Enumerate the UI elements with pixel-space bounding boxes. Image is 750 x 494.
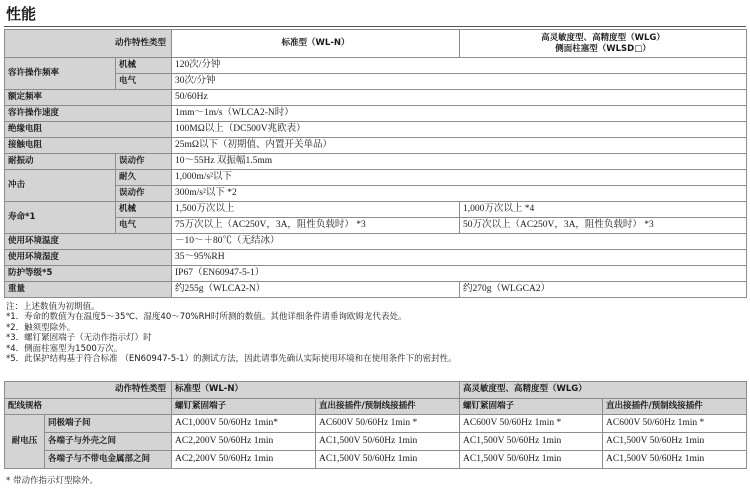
voltage-value: AC600V 50/60Hz 1min *	[316, 415, 460, 433]
spec-value: 100MΩ以上（DC500V兆欧表）	[172, 122, 747, 138]
spec-row	[5, 186, 747, 202]
spec-row	[5, 218, 747, 234]
spec-value: 10～55Hz 双振幅1.5mm	[172, 154, 747, 170]
voltage-value: AC600V 50/60Hz 1min *	[603, 415, 747, 433]
spec-label: 绝缘电阻	[5, 122, 172, 138]
note-line: 注：上述数值为初期值。	[6, 302, 100, 312]
voltage-value: AC1,500V 50/60Hz 1min	[460, 433, 603, 451]
spec-row	[5, 282, 747, 298]
voltage-standard-header: 标准型（WL-N）	[172, 382, 460, 399]
voltage-subheader-row	[5, 399, 747, 415]
voltage-row	[5, 415, 747, 433]
voltage-row	[5, 433, 747, 451]
voltage-high-header: 高灵敏度型、高精度型（WLG）	[460, 382, 747, 399]
spec-sublabel: 误动作	[116, 154, 172, 170]
spec-row	[5, 266, 747, 282]
spec-label: 重量	[5, 282, 172, 298]
spec-label: 额定频率	[5, 90, 172, 106]
voltage-value: AC1,500V 50/60Hz 1min	[603, 433, 747, 451]
direct-wiring-header: 直出接插件/预制线接插件	[316, 399, 460, 415]
voltage-feature-type-header: 动作特性类型	[5, 382, 172, 399]
feature-type-header: 动作特性类型	[5, 30, 172, 58]
spec-value-high: 1,000万次以上 *4	[460, 202, 747, 218]
spec-label: 接触电阻	[5, 138, 172, 154]
spec-value: 1mm～1m/s（WLCA2-N时）	[172, 106, 747, 122]
spec-value-standard: 1,500万次以上	[172, 202, 460, 218]
spec-label: 寿命*1	[5, 202, 116, 234]
standard-type-header: 标准型（WL-N）	[172, 30, 460, 58]
spec-label: 容许操作速度	[5, 106, 172, 122]
title-divider	[4, 26, 746, 27]
high-type-header-line2: 侧面柱塞型（WLSD□）	[555, 43, 651, 54]
voltage-row-label: 各端子与外壳之间	[45, 433, 172, 451]
note-line: *1．寿命的数值为在温度5～35℃、湿度40～70%RH时所测的数值。其他详细条件请垂询欧姆龙代表处。	[6, 312, 407, 323]
performance-spec-table	[4, 29, 747, 298]
note-line: *3．螺钉紧固端子（无动作指示灯）时	[6, 333, 152, 344]
spec-value: 50/60Hz	[172, 90, 747, 106]
spec-value: IP67（EN60947-5-1）	[172, 266, 747, 282]
spec-value: 30次/分钟	[172, 74, 747, 90]
voltage-value: AC1,500V 50/60Hz 1min	[316, 433, 460, 451]
voltage-value: AC1,500V 50/60Hz 1min	[460, 451, 603, 469]
voltage-value: AC1,500V 50/60Hz 1min	[316, 451, 460, 469]
voltage-value: AC1,000V 50/60Hz 1min*	[172, 415, 316, 433]
spec-row	[5, 74, 747, 90]
spec-row	[5, 122, 747, 138]
note-line: *5．此保护结构基于符合标准 （EN60947-5-1）的测试方法，因此请事先确认实际使用环境和在使用条件下的密封性。	[6, 354, 457, 365]
spec-value: 35～95%RH	[172, 250, 747, 266]
spec-value-standard: 约255g（WLCA2-N）	[172, 282, 460, 298]
direct-wiring-header: 直出接插件/预制线接插件	[603, 399, 747, 415]
spec-header-row	[5, 30, 747, 58]
spec-value: 1,000m/s²以下	[172, 170, 747, 186]
spec-row	[5, 202, 747, 218]
spec-value-standard: 75万次以上（AC250V，3A，阻性负载时） *3	[172, 218, 460, 234]
spec-sublabel: 耐久	[116, 170, 172, 186]
spec-row	[5, 170, 747, 186]
spec-label: 防护等级*5	[5, 266, 172, 282]
spec-value: 25mΩ以下（初期值、内置开关单品）	[172, 138, 747, 154]
spec-row	[5, 250, 747, 266]
spec-sublabel: 误动作	[116, 186, 172, 202]
voltage-value: AC1,500V 50/60Hz 1min	[603, 451, 747, 469]
spec-row	[5, 138, 747, 154]
spec-notes	[6, 302, 457, 364]
wiring-spec-label: 配线规格	[5, 399, 172, 415]
spec-row	[5, 58, 747, 74]
spec-label: 使用环境湿度	[5, 250, 172, 266]
spec-label: 容许操作频率	[5, 58, 116, 90]
spec-row	[5, 106, 747, 122]
voltage-row-label: 同极端子间	[45, 415, 172, 433]
footnote: * 带动作指示灯型除外。	[6, 476, 98, 486]
spec-row	[5, 234, 747, 250]
high-type-header	[460, 30, 747, 58]
voltage-row-label: 各端子与不带电金属部之间	[45, 451, 172, 469]
voltage-header-row	[5, 382, 747, 399]
spec-sublabel: 机械	[116, 58, 172, 74]
spec-value: －10～＋80℃（无结冰）	[172, 234, 747, 250]
withstand-voltage-label: 耐电压	[5, 415, 45, 469]
spec-label: 使用环境温度	[5, 234, 172, 250]
voltage-row	[5, 451, 747, 469]
voltage-value: AC600V 50/60Hz 1min *	[460, 415, 603, 433]
screw-terminal-header: 螺钉紧固端子	[460, 399, 603, 415]
high-type-header-line1: 高灵敏度型、高精度型（WLG）	[541, 32, 665, 43]
spec-row	[5, 90, 747, 106]
note-line: *2．触须型除外。	[6, 322, 76, 333]
spec-row	[5, 154, 747, 170]
spec-sublabel: 机械	[116, 202, 172, 218]
voltage-value: AC2,200V 50/60Hz 1min	[172, 433, 316, 451]
voltage-value: AC2,200V 50/60Hz 1min	[172, 451, 316, 469]
spec-value-high: 约270g（WLGCA2）	[460, 282, 747, 298]
spec-value: 120次/分钟	[172, 58, 747, 74]
spec-label: 冲击	[5, 170, 116, 202]
page-title: 性能	[6, 5, 37, 23]
spec-value-high: 50万次以上（AC250V，3A，阻性负载时） *3	[460, 218, 747, 234]
spec-sublabel: 电气	[116, 74, 172, 90]
note-line: *4．侧面柱塞型为1500万次。	[6, 343, 123, 354]
spec-sublabel: 电气	[116, 218, 172, 234]
screw-terminal-header: 螺钉紧固端子	[172, 399, 316, 415]
withstand-voltage-table	[4, 381, 747, 469]
spec-value: 300m/s²以下 *2	[172, 186, 747, 202]
spec-label: 耐振动	[5, 154, 116, 170]
